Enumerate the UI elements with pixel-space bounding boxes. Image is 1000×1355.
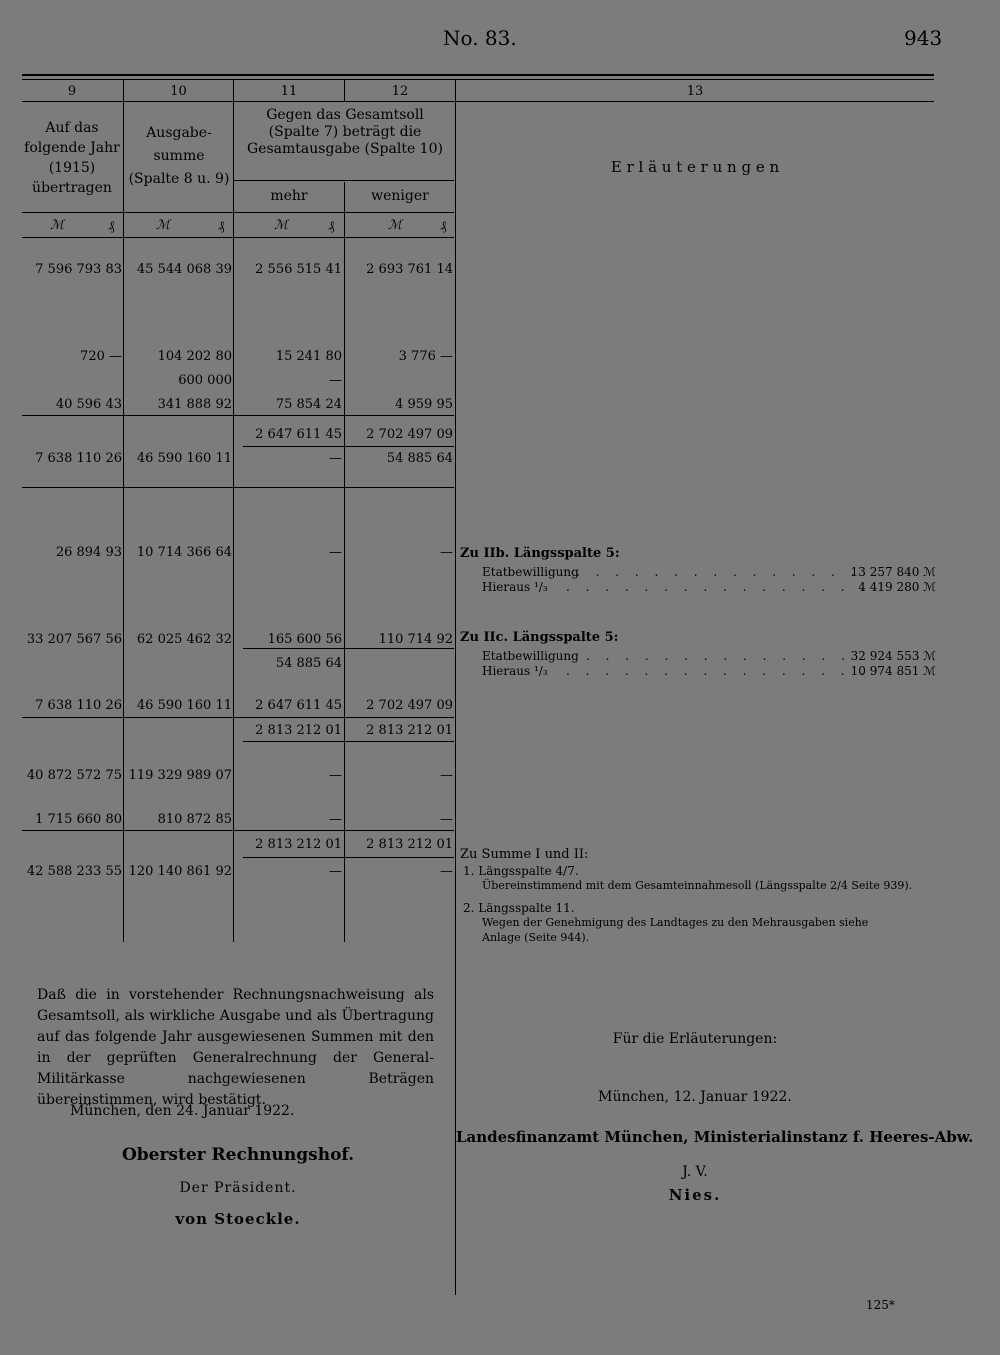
cell-r10-c12: 2 702 497 09	[366, 698, 453, 713]
cell-r4-c10: 341 888 92	[157, 397, 232, 412]
section-rule-1	[22, 415, 454, 416]
cell-r4-c12: 4 959 95	[395, 397, 453, 412]
right-for-notes: Für die Erläuterungen:	[612, 1031, 778, 1047]
unit-pf-col10: ₰	[218, 219, 225, 234]
cell-r15-c10: 120 140 861 92	[128, 864, 232, 879]
right-signature: Nies.	[668, 1186, 722, 1204]
col12-subheading: weniger	[371, 188, 429, 204]
note-iic-value-2: 10 974 851 ℳ	[850, 664, 936, 678]
col-divider-9-10	[123, 80, 124, 942]
col11-subheading: mehr	[270, 188, 308, 204]
table-top-rule-2	[22, 79, 934, 80]
footnote-mark: 125*	[866, 1298, 895, 1312]
right-iv: J. V.	[682, 1164, 708, 1180]
note-sum-item-2: 2. Längsspalte 11.	[463, 901, 575, 915]
note-iic-value-1: 32 924 553 ℳ	[850, 649, 936, 663]
cell-r11-c12: 2 813 212 01	[366, 723, 453, 738]
header-number-rule	[22, 101, 934, 102]
cell-r15-c9: 42 588 233 55	[26, 864, 122, 879]
cell-r6-c12: 54 885 64	[386, 451, 453, 466]
cell-r7-c11: —	[329, 545, 342, 560]
cell-r10-c10: 46 590 160 11	[136, 698, 232, 713]
note-iic-dots-2: . . . . . . . . . . . . . . . .	[566, 664, 871, 678]
page-number: 943	[904, 26, 943, 50]
cell-r15-c11: —	[329, 864, 342, 879]
left-place-date: München, den 24. Januar 1922.	[70, 1103, 295, 1119]
unit-pf-col12: ₰	[440, 219, 447, 234]
sum-rule-4	[243, 857, 454, 858]
col13-number: 13	[686, 84, 704, 99]
cell-r14-c11: 2 813 212 01	[255, 837, 342, 852]
cell-r6-c10: 46 590 160 11	[136, 451, 232, 466]
unit-rule	[22, 212, 454, 213]
cell-r8-c9: 33 207 567 56	[26, 632, 122, 647]
cell-r6-c11: —	[329, 451, 342, 466]
col13-heading: E r l ä u t e r u n g e n	[610, 158, 780, 176]
note-iib-dots-1: . . . . . . . . . . . . . . .	[576, 565, 861, 579]
note-iic-label-2: Hieraus ¹/₃	[482, 664, 548, 678]
right-place-date: München, 12. Januar 1922.	[598, 1089, 792, 1105]
note-iib-label-1: Etatbewilligung	[482, 565, 579, 579]
sum-rule-1	[243, 446, 454, 447]
header-bottom-rule	[22, 237, 454, 238]
col-divider-12-13	[455, 80, 456, 1295]
cell-r2-c12: 3 776 —	[398, 349, 453, 364]
col-divider-10-11	[233, 80, 234, 942]
cell-r11-c11: 2 813 212 01	[255, 723, 342, 738]
section-rule-4	[22, 830, 454, 831]
unit-mark-col9: ℳ	[50, 218, 64, 233]
note-iic-title: Zu IIc. Längsspalte 5:	[460, 630, 619, 645]
col10-number: 10	[170, 84, 187, 99]
confirmation-paragraph: Daß die in vorstehender Rechnungsnachweisung als Gesamtsoll, als wirkliche Ausgabe und als Übertragung auf das folgende Jahr ausgewiesenen Summen mit den in der geprüften Generalrechnung der General-Militärkasse nachgewiesenen Beträgen übereinstimmen, wird bestätigt.	[37, 987, 434, 1108]
left-authority: Oberster Rechnungshof.	[121, 1145, 355, 1165]
unit-pf-col11: ₰	[328, 219, 335, 234]
cell-r12-c10: 119 329 989 07	[128, 768, 232, 783]
cell-r5-c12: 2 702 497 09	[366, 427, 453, 442]
unit-pf-col9: ₰	[108, 219, 115, 234]
table-top-rule	[22, 74, 934, 76]
note-sum-item-1-text: Übereinstimmend mit dem Gesamteinnahmesoll (Längsspalte 2/4 Seite 939).	[482, 879, 913, 892]
col11-12-heading: Gegen das Gesamtsoll (Spalte 7) beträgt die Gesamtausgabe (Spalte 10)	[247, 107, 443, 157]
section-rule-2	[22, 487, 454, 488]
note-sum-title: Zu Summe I und II:	[460, 847, 589, 862]
note-sum-item-2-text-2: Anlage (Seite 944).	[482, 931, 590, 944]
cell-r7-c9: 26 894 93	[55, 545, 122, 560]
cell-r8-c10: 62 025 462 32	[136, 632, 232, 647]
cell-r1-c11: 2 556 515 41	[255, 262, 342, 277]
cell-r12-c9: 40 872 572 75	[26, 768, 122, 783]
cell-r5-c11: 2 647 611 45	[255, 427, 342, 442]
cell-r12-c11: —	[329, 768, 342, 783]
note-iic-label-1: Etatbewilligung	[482, 649, 579, 663]
cell-r2-c10: 104 202 80	[157, 349, 232, 364]
cell-r3-c11: —	[329, 373, 342, 388]
subheader-rule	[234, 180, 454, 181]
note-iib-value-1: 13 257 840 ℳ	[850, 565, 936, 579]
cell-r1-c9: 7 596 793 83	[35, 262, 122, 277]
cell-r12-c12: —	[440, 768, 453, 783]
cell-r1-c12: 2 693 761 14	[366, 262, 453, 277]
note-iib-value-2: 4 419 280 ℳ	[858, 580, 936, 594]
cell-r8-c12: 110 714 92	[378, 632, 453, 647]
cell-r10-c11: 2 647 611 45	[255, 698, 342, 713]
cell-r4-c9: 40 596 43	[55, 397, 122, 412]
note-iib-title: Zu IIb. Längsspalte 5:	[460, 546, 620, 561]
unit-mark-col12: ℳ	[388, 218, 402, 233]
cell-r13-c9: 1 715 660 80	[35, 812, 122, 827]
note-iib-dots-2: . . . . . . . . . . . . . . . .	[566, 580, 871, 594]
cell-r14-c12: 2 813 212 01	[366, 837, 453, 852]
cell-r13-c12: —	[440, 812, 453, 827]
note-sum-item-2-text: Wegen der Genehmigung des Landtages zu den Mehrausgaben siehe	[482, 916, 869, 929]
unit-mark-col11: ℳ	[274, 218, 288, 233]
right-authority: Landesfinanzamt München, Ministerialinstanz f. Heeres-Abw.	[456, 1128, 974, 1146]
col9-heading: Auf das folgende Jahr (1915) übertragen	[24, 120, 120, 196]
cell-r6-c9: 7 638 110 26	[35, 451, 122, 466]
col10-heading: Ausgabe-summe (Spalte 8 u. 9)	[128, 125, 230, 187]
sum-rule-3	[243, 741, 454, 742]
col9-number: 9	[67, 84, 77, 99]
col11-number: 11	[280, 84, 298, 99]
cell-r10-c9: 7 638 110 26	[35, 698, 122, 713]
cell-r13-c10: 810 872 85	[157, 812, 232, 827]
note-iic-dots-1: . . . . . . . . . . . . . .	[586, 649, 851, 663]
cell-r8-c11: 165 600 56	[267, 632, 342, 647]
unit-mark-col10: ℳ	[156, 218, 170, 233]
cell-r7-c10: 10 714 366 64	[136, 545, 232, 560]
cell-r2-c11: 15 241 80	[275, 349, 342, 364]
note-iib-label-2: Hieraus ¹/₃	[482, 580, 548, 594]
cell-r2-c9: 720 —	[80, 349, 122, 364]
cell-r1-c10: 45 544 068 39	[136, 262, 232, 277]
page-label: No. 83.	[443, 26, 517, 50]
section-rule-3	[22, 717, 454, 718]
cell-r13-c11: —	[329, 812, 342, 827]
cell-r4-c11: 75 854 24	[275, 397, 342, 412]
col12-number: 12	[391, 84, 409, 99]
left-role: Der Präsident.	[179, 1180, 297, 1196]
cell-r7-c12: —	[440, 545, 453, 560]
sum-rule-2	[243, 648, 454, 649]
cell-r15-c12: —	[440, 864, 453, 879]
cell-r3-c10: 600 000	[178, 373, 232, 388]
cell-r9-c11: 54 885 64	[275, 656, 342, 671]
left-signature: von Stoeckle.	[175, 1210, 301, 1228]
note-sum-item-1: 1. Längsspalte 4/7.	[463, 864, 579, 878]
col-divider-11-12	[344, 182, 345, 942]
